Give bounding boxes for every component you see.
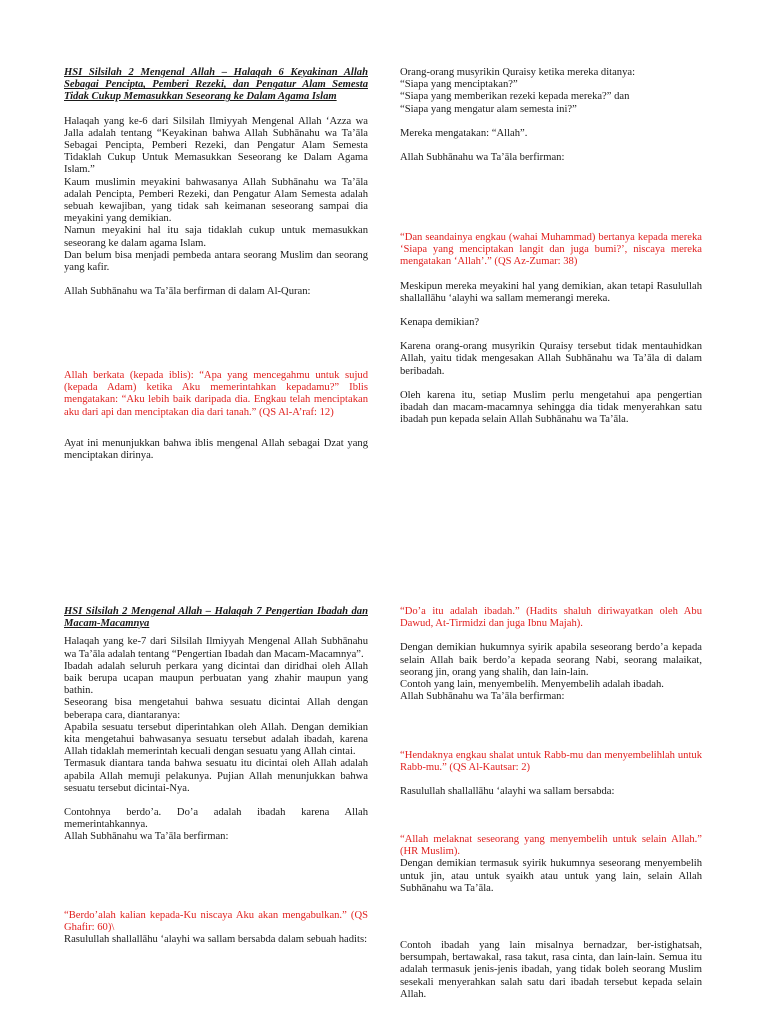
paragraph: Apabila sesuatu tersebut diperintahkan oleh Allah. Dengan demikian kita mengetahui bahwasanya sesuatu tersebut adalah ibadah, karena Allah tidaklah memerintah kecuali dengan sesuatu yang Allah cintai. <box>64 721 368 758</box>
paragraph: Seseorang bisa mengetahui bahwa sesuatu dicintai Allah dengan beberapa cara, diantaranya: <box>64 697 368 721</box>
page2-left-column <box>64 606 368 844</box>
halaqah-7-intro: Halaqah yang ke-7 dari Silsilah Ilmiyyah Mengenal Allah Subhānahu wa Ta’āla adalah tentang “Pengertian Ibadah dan Macam-Macamnya”. <box>64 636 368 660</box>
page1-right-quote-block <box>400 232 702 426</box>
quran-quote-al-araf: Allah berkata (kepada iblis): “Apa yang mencegahmu untuk sujud (kepada Adam) ketika Aku memerintahkan kepadamu?” Iblis mengatakan: “Aku lebih baik daripada dia. Engkau telah menciptakan aku dari api dan menciptakan dia dari tanah.” (QS Al-A’raf: 12) <box>64 370 368 418</box>
paragraph: Dengan demikian hukumnya syirik apabila seseorang berdo’a kepada selain Allah baik berdo’a kepada seorang Nabi, seorang malaikat, seorang jin, orang yang shalih, dan lain-lain. <box>400 642 702 678</box>
paragraph: Termasuk diantara tanda bahwa sesuatu itu dicintai oleh Allah adalah apabila Allah memuji pelakunya. Pujian Allah menunjukkan bahwa sesuatu tersebut dicintai-Nya. <box>64 758 368 794</box>
halaqah-6-title: HSI Silsilah 2 Mengenal Allah – Halaqah 6 Keyakinan Allah Sebagai Pencipta, Pemberi Rezeki, dan Pengatur Alam Semesta Tidak Cukup Memasukkan Seseorang ke Dalam Agama Islam <box>64 67 368 103</box>
paragraph: Meskipun mereka meyakini hal yang demikian, akan tetapi Rasulullah shallallāhu ‘alayhi wa sallam memerangi mereka. <box>400 280 702 304</box>
quran-quote-ghafir: “Berdo’alah kalian kepada-Ku niscaya Aku akan mengabulkan.” (QS Ghafir: 60)\ <box>64 910 368 934</box>
question-line: “Siapa yang mengatur alam semesta ini?” <box>400 103 577 115</box>
paragraph: Dan belum bisa menjadi pembeda antara seorang Muslim dan seorang yang kafir. <box>64 249 368 274</box>
question-line: “Siapa yang memberikan rezeki kepada mereka?” dan <box>400 91 630 103</box>
quran-quote-az-zumar: “Dan seandainya engkau (wahai Muhammad) bertanya kepada mereka ‘Siapa yang menciptakan langit dan juga bumi?’, niscaya mereka mengatakan ‘Allah’.” (QS Az-Zumar: 38) <box>400 232 702 268</box>
paragraph: Karena orang-orang musyrikin Quraisy tersebut tidak mentauhidkan Allah, yaitu tidak mengesakan Allah Subhānahu wa Ta’āla di dalam beribadah. <box>400 341 702 377</box>
halaqah-6-intro: Halaqah yang ke-6 dari Silsilah Ilmiyyah Mengenal Allah ‘Azza wa Jalla adalah tentang “Keyakinan bahwa Allah Subhānahu wa Ta’āla Sebagai Pencipta, Pemberi Rezeki, dan Pengatur Alam Semesta Tidaklah Cukup Untuk Memasukkan Seseorang ke Dalam Agama Islam.” <box>64 115 368 176</box>
page2-right-quote-block-1 <box>400 750 702 799</box>
paragraph: Dengan demikian termasuk syirik hukumnya seseorang menyembelih untuk jin, atau untuk syaikh atau untuk yang lain, selain Allah Subhānahu wa Ta’āla. <box>400 858 702 894</box>
page2-left-quote-block <box>64 910 368 947</box>
quran-quote-al-kautsar: “Hendaknya engkau shalat untuk Rabb-mu dan menyembelihlah untuk Rabb-mu.” (QS Al-Kautsar: 2) <box>400 750 702 774</box>
paragraph: Allah Subhānahu wa Ta’āla berfirman: <box>400 152 565 164</box>
page2-right-column <box>400 606 702 703</box>
paragraph: Ayat ini menunjukkan bahwa iblis mengenal Allah sebagai Dzat yang menciptakan dirinya. <box>64 437 368 462</box>
paragraph: Allah Subhānahu wa Ta’āla berfirman di dalam Al-Quran: <box>64 286 311 298</box>
page1-left-quote-block <box>64 370 368 462</box>
paragraph: Namun meyakini hal itu saja tidaklah cukup untuk memasukkan seseorang ke dalam agama Islam. <box>64 225 368 249</box>
page2-right-final-block <box>400 940 702 1001</box>
paragraph: Contohnya berdo’a. Do’a adalah ibadah karena Allah memerintahkannya. <box>64 807 368 831</box>
paragraph: Allah Subhānahu wa Ta’āla berfirman: <box>400 691 565 703</box>
paragraph: Contoh ibadah yang lain misalnya bernadzar, ber-istighatsah, bersumpah, bertawakal, rasa takut, rasa cinta, dan lain-lain. Semua itu adalah termasuk jenis-jenis ibadah, yang tidak boleh seorang Muslim sesekali menyerahkan salah satu dari ibadah tersebut kepada selain Allah. <box>400 940 702 1000</box>
paragraph: Allah Subhānahu wa Ta’āla berfirman: <box>64 831 229 843</box>
paragraph: Rasulullah shallallāhu ‘alayhi wa sallam bersabda: <box>400 786 615 798</box>
page2-right-quote-block-2 <box>400 834 702 895</box>
paragraph: Mereka mengatakan: “Allah”. <box>400 127 528 139</box>
page1-left-column <box>64 67 368 298</box>
paragraph: Contoh yang lain, menyembelih. Menyembelih adalah ibadah. <box>400 679 664 691</box>
paragraph: Kaum muslimin meyakini bahwasanya Allah Subhānahu wa Ta’āla adalah Pencipta, Pemberi Rezeki, dan Pengatur Alam Semesta adalah sebuah kewajiban, yang tidak sah keimanan seseorang sampai dia meyakini yang demikian. <box>64 176 368 225</box>
hadith-quote-menyembelih: “Allah melaknat seseorang yang menyembelih untuk selain Allah.” (HR Muslim). <box>400 834 702 858</box>
paragraph: Kenapa demikian? <box>400 317 480 329</box>
question-line: “Siapa yang menciptakan?” <box>400 79 518 91</box>
page1-right-column <box>400 67 702 164</box>
paragraph: Ibadah adalah seluruh perkara yang dicintai dan diridhai oleh Allah baik berupa ucapan maupun perbuatan yang zhahir maupun yang bathin. <box>64 660 368 697</box>
hadith-quote-doa: “Do’a itu adalah ibadah.” (Hadits shaluh diriwayatkan oleh Abu Dawud, At-Tirmidzi dan juga Ibnu Majah). <box>400 606 702 630</box>
halaqah-7-title: HSI Silsilah 2 Mengenal Allah – Halaqah 7 Pengertian Ibadah dan Macam-Macamnya <box>64 606 368 630</box>
paragraph: Orang-orang musyrikin Quraisy ketika mereka ditanya: <box>400 67 636 78</box>
paragraph: Oleh karena itu, setiap Muslim perlu mengetahui apa pengertian ibadah dan macam-macamnya sehingga dia tidak menyerahkan satu ibadah pun kepada selain Allah Subhānahu wa Ta’āla. <box>400 389 702 426</box>
paragraph: Rasulullah shallallāhu ‘alayhi wa sallam bersabda dalam sebuah hadits: <box>64 934 368 946</box>
